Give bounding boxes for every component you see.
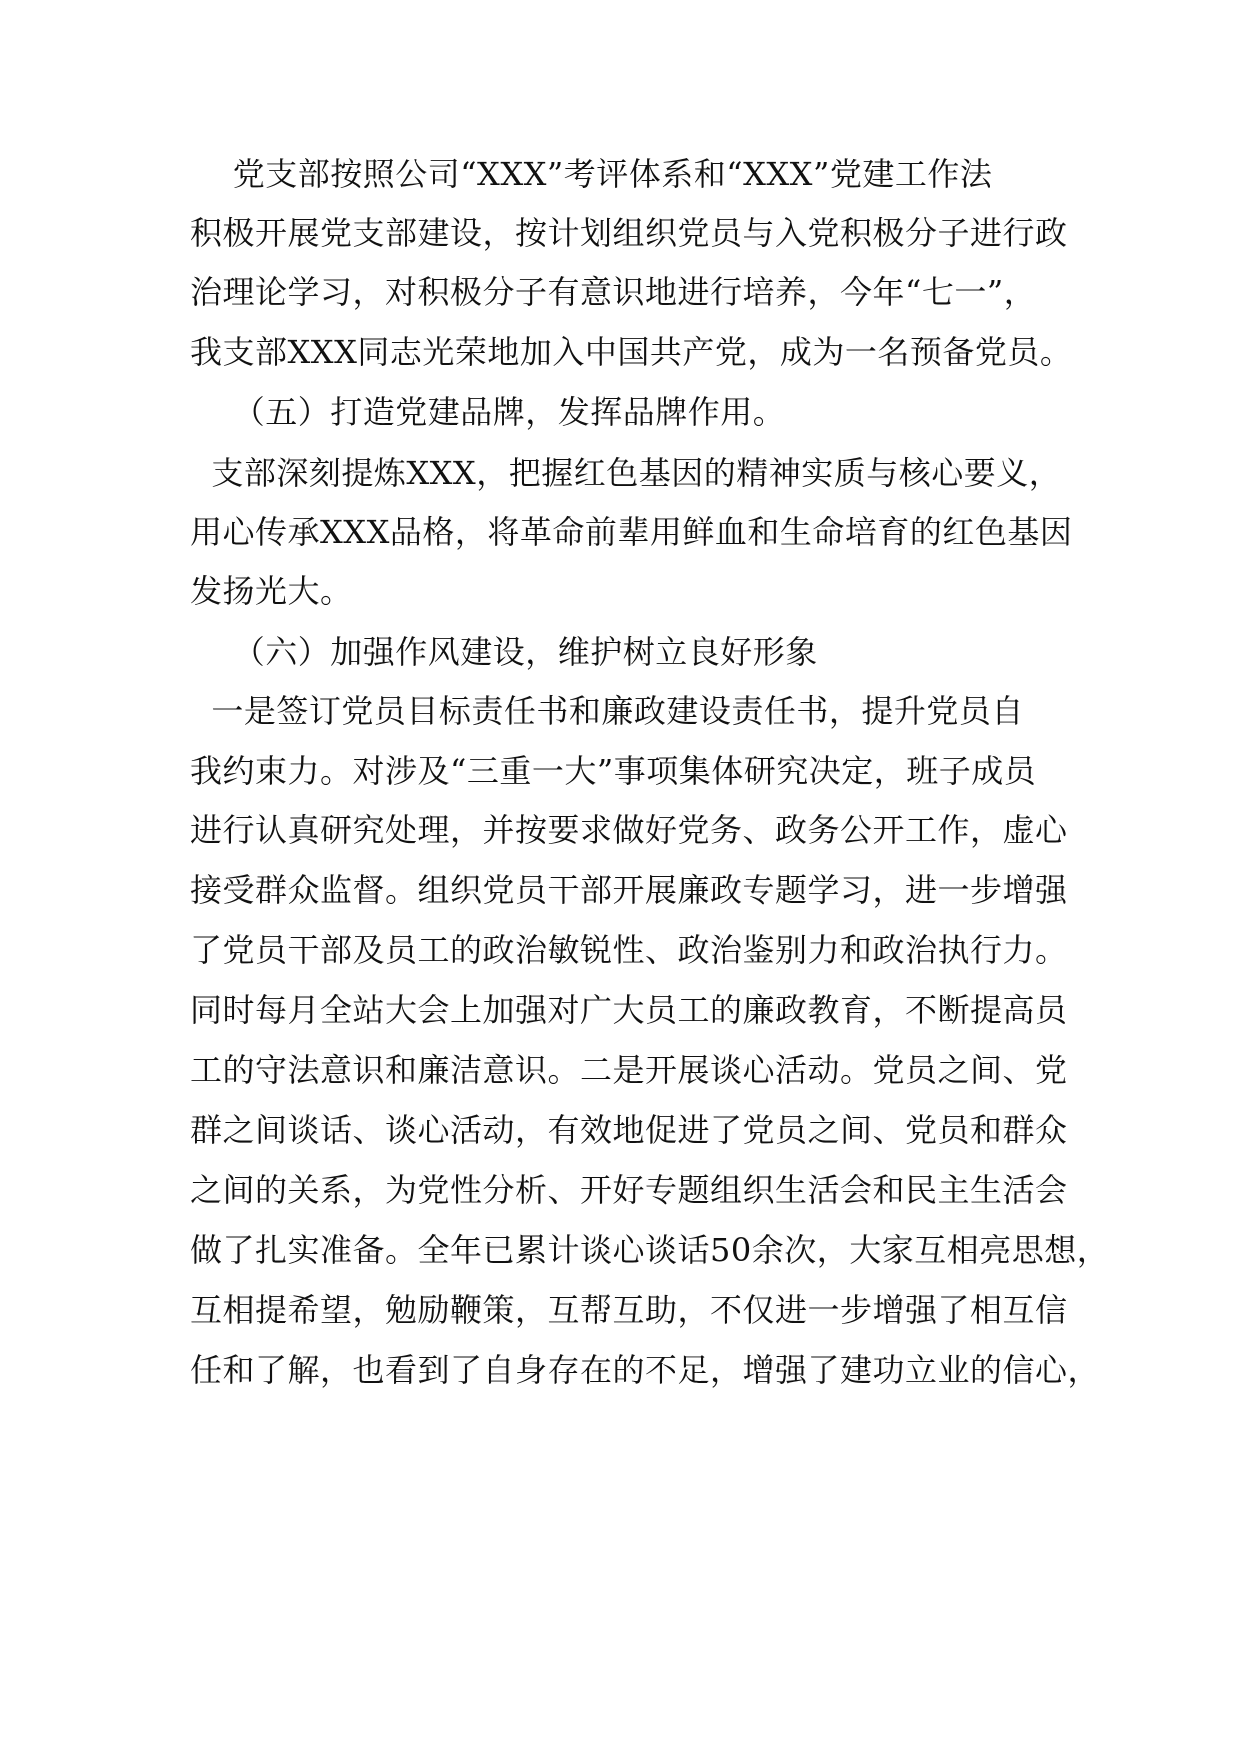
text-line: 同时每月全站大会上加强对广大员工的廉政教育，不断提高员 <box>190 991 1068 1029</box>
text-line: 积极开展党支部建设，按计划组织党员与入党积极分子进行政 <box>190 214 1068 252</box>
text-line: 工的守法意识和廉洁意识。二是开展谈心活动。党员之间、党 <box>190 1051 1068 1089</box>
text-line: 我约束力。对涉及“三重一大”事项集体研究决定，班子成员 <box>190 752 1037 790</box>
text-line: 接受群众监督。组织党员干部开展廉政专题学习，进一步增强 <box>190 871 1068 909</box>
text-line: 治理论学习，对积极分子有意识地进行培养，今年“七一”， <box>190 273 1037 311</box>
text-line: 任和了解，也看到了自身存在的不足，增强了建功立业的信心， <box>190 1351 1101 1389</box>
text-line: 发扬光大。 <box>190 572 353 610</box>
text-line: 党支部按照公司“XXX”考评体系和“XXX”党建工作法 <box>190 155 993 193</box>
text-line: 之间的关系，为党性分析、开好专题组织生活会和民主生活会 <box>190 1171 1068 1209</box>
text-line: 支部深刻提炼XXX，把握红色基因的精神实质与核心要义， <box>190 454 1062 492</box>
text-line: 群之间谈话、谈心活动，有效地促进了党员之间、党员和群众 <box>190 1111 1068 1149</box>
text-line: 用心传承XXX品格，将革命前辈用鲜血和生命培育的红色基因 <box>190 513 1073 551</box>
section-heading: （五）打造党建品牌，发挥品牌作用。 <box>190 393 786 431</box>
text-line: 互相提希望，勉励鞭策，互帮互助，不仅进一步增强了相互信 <box>190 1291 1068 1329</box>
text-line: 一是签订党员目标责任书和廉政建设责任书，提升党员自 <box>190 692 1024 730</box>
section-heading: （六）加强作风建设，维护树立良好形象 <box>190 633 818 671</box>
text-line: 进行认真研究处理，并按要求做好党务、政务公开工作，虚心 <box>190 811 1068 849</box>
text-line: 我支部XXX同志光荣地加入中国共产党，成为一名预备党员。 <box>190 333 1073 371</box>
text-line: 了党员干部及员工的政治敏锐性、政治鉴别力和政治执行力。 <box>190 931 1068 969</box>
text-line: 做了扎实准备。全年已累计谈心谈话50余次，大家互相亮思想， <box>190 1231 1110 1269</box>
